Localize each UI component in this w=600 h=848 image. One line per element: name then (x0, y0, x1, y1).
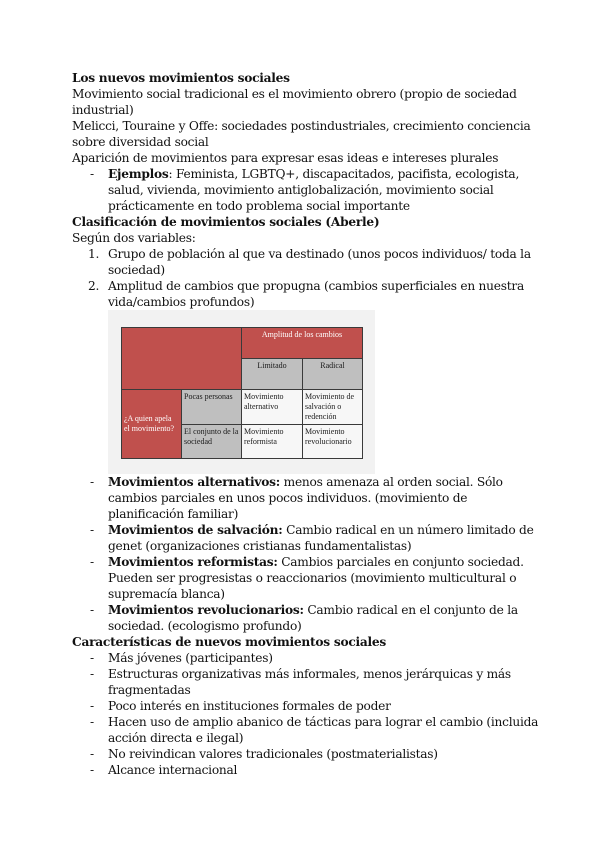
list-item-characteristic (72, 666, 542, 698)
item-text: Cambio radical en un número limitado de genet (organizaciones cristianas fundamentalistas) (108, 523, 534, 553)
heading-caracteristicas: Características de nuevos movimientos sociales (72, 635, 387, 649)
list-item-characteristic (72, 762, 542, 778)
list-item-characteristic (72, 714, 542, 746)
list-item-variable-2 (72, 278, 542, 310)
heading-nuevos-movimientos: Los nuevos movimientos sociales (72, 71, 290, 85)
table-col-radical: Radical (303, 359, 363, 390)
list-item-ejemplos (72, 166, 542, 214)
dash-bullet: - (90, 699, 94, 713)
item-text: Hacen uso de amplio abanico de tácticas para lograr el cambio (incluida acción directa e ilegal) (108, 715, 539, 745)
item-text: Cambios parciales en conjunto sociedad. Pueden ser progresistas o reaccionarios (movimiento multicultural o supremacía blanca) (108, 555, 524, 601)
dash-bullet: - (90, 475, 94, 489)
item-text: : Feminista, LGBTQ+, discapacitados, pacifista, ecologista, salud, vivienda, movimiento antiglobalización, movimiento social prácticamente en todo problema social importante (108, 167, 520, 213)
examples-list (72, 166, 542, 214)
list-item-salvacion (72, 522, 542, 554)
table-cell-reformista: Movimiento reformista (242, 425, 303, 459)
bold-label: Movimientos reformistas: (108, 555, 278, 569)
item-text: Cambio radical en el conjunto de la sociedad. (ecologismo profundo) (108, 603, 518, 633)
item-text: Amplitud de cambios que propugna (cambios superficiales en nuestra vida/cambios profundos) (108, 279, 524, 309)
paragraph-variables: Según dos variables: (72, 231, 196, 245)
item-text: Más jóvenes (participantes) (108, 651, 273, 665)
list-item-characteristic (72, 650, 542, 666)
table-row-pocas: Pocas personas (182, 390, 242, 425)
item-text: Grupo de población al que va destinado (unos pocos individuos/ toda la sociedad) (108, 247, 531, 277)
table-cell-revolucionario: Movimiento revolucionario (303, 425, 363, 459)
bold-label: Ejemplos (108, 167, 169, 181)
heading-clasificacion: Clasificación de movimientos sociales (Aberle) (72, 215, 380, 229)
paragraph-melicci: Melicci, Touraine y Offe: sociedades postindustriales, crecimiento conciencia sobre diversidad social (72, 119, 531, 149)
dash-bullet: - (90, 167, 94, 181)
bold-label: Movimientos de salvación: (108, 523, 283, 537)
bold-label: Movimientos alternativos: (108, 475, 281, 489)
table-cell-salvacion: Movimiento de salvación o redención (303, 390, 363, 425)
dash-bullet: - (90, 747, 94, 761)
table-col-header: Amplitud de los cambios (242, 328, 363, 359)
table-row-header: ¿A quien apela el movimiento? (122, 390, 182, 459)
number-marker: 1. (88, 247, 100, 261)
classification-figure-wrap (72, 310, 542, 474)
aberle-classification-table (121, 327, 363, 459)
paragraph-aparicion: Aparición de movimientos para expresar esas ideas e intereses plurales (72, 151, 499, 165)
number-marker: 2. (88, 279, 100, 293)
movement-types-list (72, 474, 542, 634)
item-text: Alcance internacional (108, 763, 238, 777)
paragraph-tradicional: Movimiento social tradicional es el movimiento obrero (propio de sociedad industrial) (72, 87, 517, 117)
dash-bullet: - (90, 651, 94, 665)
list-item-alternativos (72, 474, 542, 522)
bold-label: Movimientos revolucionarios: (108, 603, 304, 617)
item-text: Estructuras organizativas más informales, menos jerárquicas y más fragmentadas (108, 667, 511, 697)
item-text: menos amenaza al orden social. Sólo cambios parciales en unos pocos individuos. (movimiento de planificación familiar) (108, 475, 503, 521)
variables-list (72, 246, 542, 310)
dash-bullet: - (90, 523, 94, 537)
list-item-variable-1 (72, 246, 542, 278)
item-text: No reivindican valores tradicionales (postmaterialistas) (108, 747, 438, 761)
item-text: Poco interés en instituciones formales de poder (108, 699, 391, 713)
table-corner-cell (122, 328, 242, 390)
dash-bullet: - (90, 715, 94, 729)
dash-bullet: - (90, 603, 94, 617)
characteristics-list (72, 650, 542, 778)
table-col-limitado: Limitado (242, 359, 303, 390)
table-cell-alternativo: Movimiento alternativo (242, 390, 303, 425)
list-item-reformistas (72, 554, 542, 602)
table-row-conjunto: El conjunto de la sociedad (182, 425, 242, 459)
list-item-characteristic (72, 746, 542, 762)
list-item-revolucionarios (72, 602, 542, 634)
dash-bullet: - (90, 555, 94, 569)
document-page (72, 70, 542, 778)
dash-bullet: - (90, 763, 94, 777)
classification-table-image (108, 310, 375, 474)
list-item-characteristic (72, 698, 542, 714)
dash-bullet: - (90, 667, 94, 681)
